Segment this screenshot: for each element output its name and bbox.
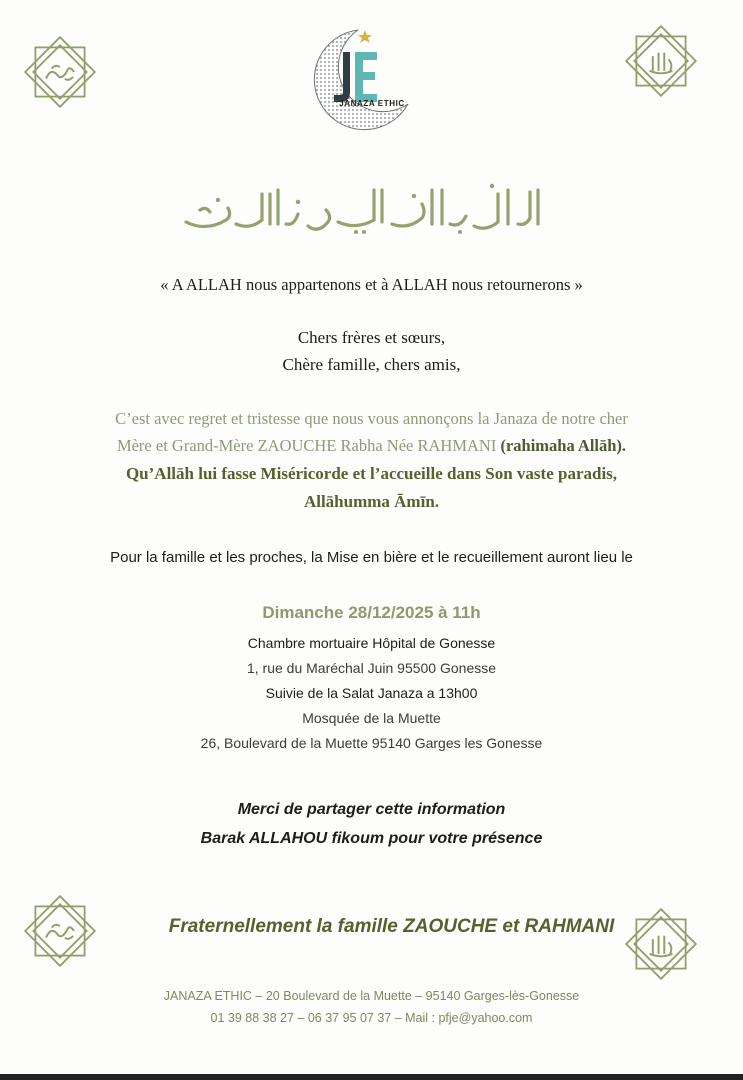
closing-line-1: Merci de partager cette information xyxy=(237,801,506,818)
logo-text: JANAZA ETHIC xyxy=(339,99,405,108)
allah-calligraphy-icon xyxy=(620,20,702,102)
closing-line-2: Barak ALLAHOU fikoum pour votre présence xyxy=(200,830,543,847)
mosque-address: 26, Boulevard de la Muette 95140 Garges les Gonesse xyxy=(200,735,543,751)
family-signoff: Fraternellement la famille ZAOUCHE et RAHMANI xyxy=(168,916,615,937)
announcement-line-3: Qu’Allāh lui fasse Miséricorde et l’accueille dans Son vaste paradis, xyxy=(125,464,618,483)
ceremony-place: Chambre mortuaire Hôpital de Gonesse xyxy=(247,635,496,651)
ceremony-address: 1, rue du Maréchal Juin 95500 Gonesse xyxy=(246,660,497,676)
arabic-verse-calligraphy-icon xyxy=(178,172,558,240)
announcement-line-4: Allāhumma Āmīn. xyxy=(303,492,440,511)
mosque-name: Mosquée de la Muette xyxy=(302,710,441,726)
muhammad-calligraphy-icon xyxy=(19,31,101,113)
greeting-line-2: Chère famille, chers amis, xyxy=(282,355,461,374)
janaza-ethic-logo-icon xyxy=(303,24,413,136)
footer-address: JANAZA ETHIC – 20 Boulevard de la Muette – 95140 Garges-lès-Gonesse xyxy=(163,989,580,1003)
ceremony-date: Dimanche 28/12/2025 à 11h xyxy=(262,603,481,622)
quote-line: « A ALLAH nous appartenons et à ALLAH nous retournerons » xyxy=(160,275,583,294)
announcement-line-2 xyxy=(0,436,743,456)
salat-time: Suivie de la Salat Janaza a 13h00 xyxy=(265,685,478,701)
greeting-line-1: Chers frères et sœurs, xyxy=(297,328,446,347)
ceremony-intro: Pour la famille et les proches, la Mise en bière et le recueillement auront lieu le xyxy=(110,549,633,566)
footer-contact: 01 39 88 38 27 – 06 37 95 07 37 – Mail : pfje@yahoo.com xyxy=(210,1011,533,1025)
bottom-edge xyxy=(0,1074,743,1080)
announcement-line-1: C’est avec regret et tristesse que nous vous annonçons la Janaza de notre cher xyxy=(115,409,628,428)
announcement-name: Mère et Grand-Mère ZAOUCHE Rabha Née RAHMANI xyxy=(116,436,497,455)
announcement-blessing: (rahimaha Allāh). xyxy=(500,436,627,455)
